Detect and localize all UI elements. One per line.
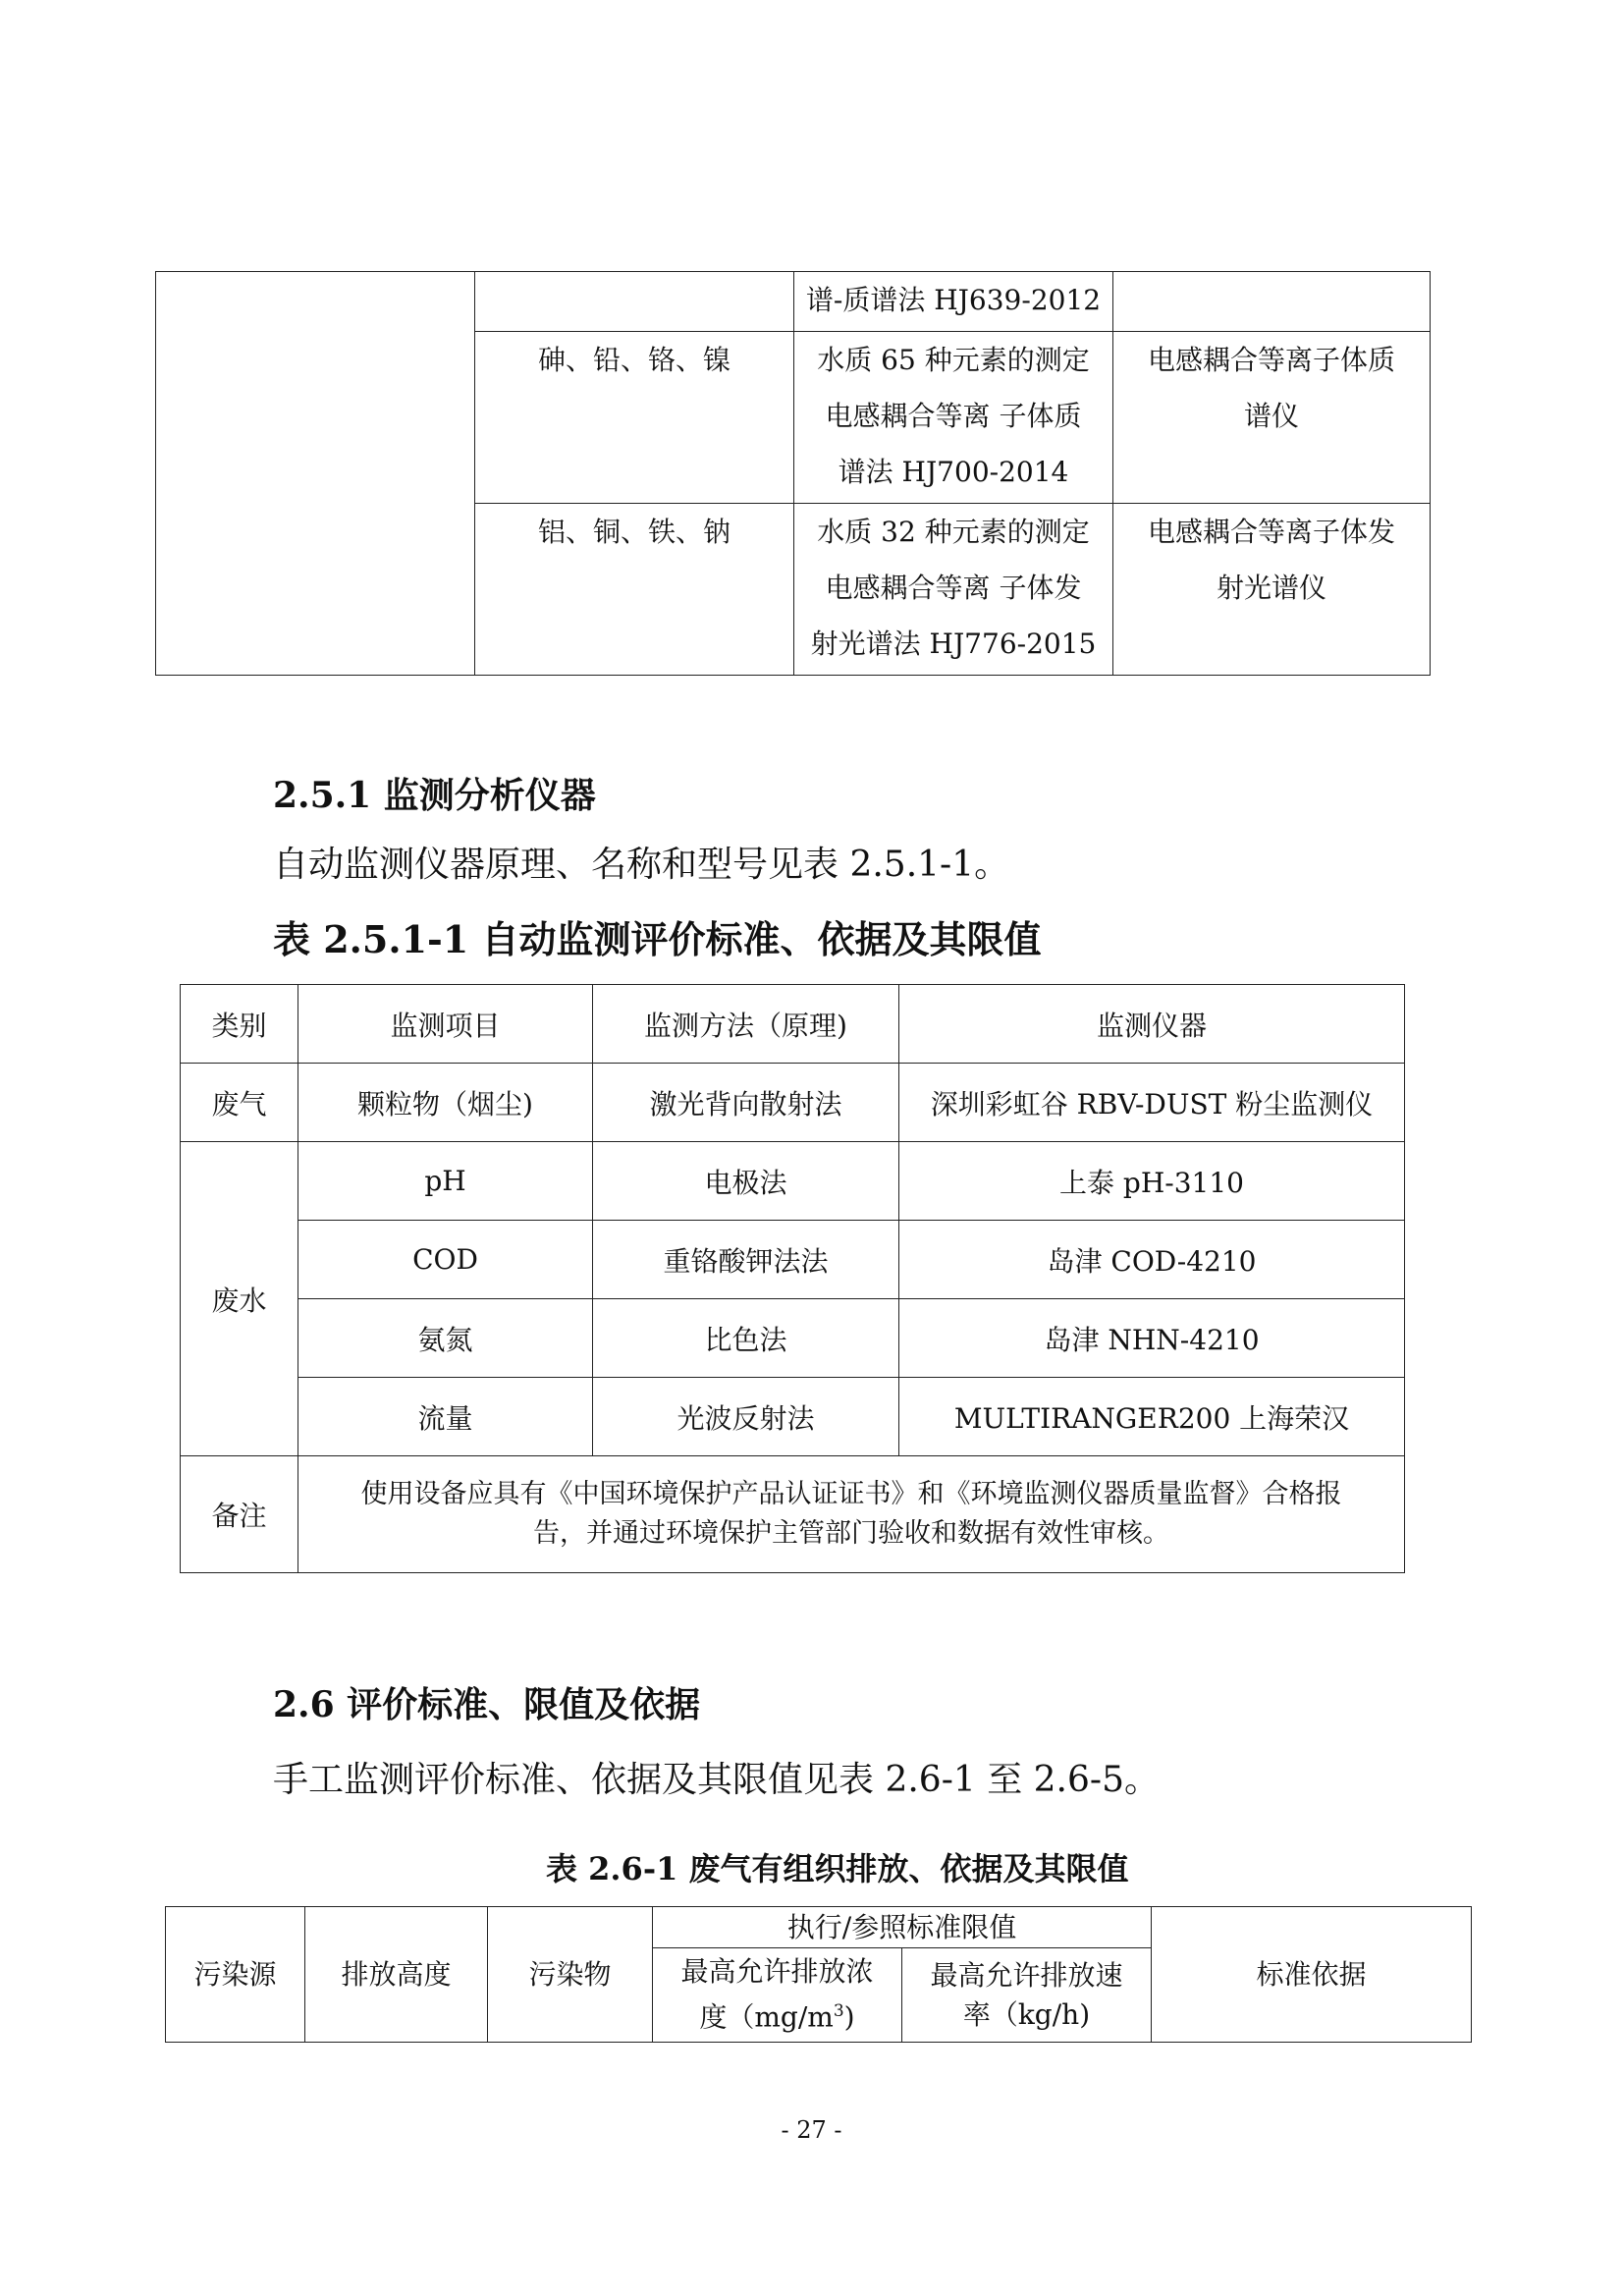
cell-line: 电感耦合等离子体发: [1147, 516, 1395, 548]
note-line: 使用设备应具有《中国环境保护产品认证证书》和《环境监测仪器质量监督》合格报: [360, 1479, 1342, 1509]
table-row: [181, 1142, 1405, 1221]
cell-line: 电感耦合等离子体质: [1147, 344, 1395, 376]
table-cell: 备注: [181, 1456, 298, 1573]
table-cell: 铝、铜、铁、钠: [475, 504, 794, 676]
note-cell: [298, 1456, 1405, 1573]
table-cell: 颗粒物（烟尘): [298, 1064, 593, 1142]
continuation-table: [155, 271, 1431, 676]
table-cell: [794, 332, 1113, 504]
header-cell: 排放高度: [305, 1907, 488, 2043]
table-cell: [1113, 504, 1431, 676]
note-line: 告，并通过环境保护主管部门验收和数据有效性审核。: [533, 1518, 1169, 1549]
paragraph: 手工监测评价标准、依据及其限值见表 2.6-1 至 2.6-5。: [273, 1760, 1160, 1800]
table-header-row: [181, 985, 1405, 1064]
header-cell: 污染物: [488, 1907, 653, 2043]
cell-line: 水质 65 种元素的测定: [817, 344, 1090, 376]
page-number: - 27 -: [781, 2116, 842, 2144]
header-cell: 监测项目: [298, 985, 593, 1064]
table-cell: MULTIRANGER200 上海荣汉: [899, 1378, 1405, 1456]
header-cell: 监测方法（原理): [593, 985, 899, 1064]
table-cell: 砷、铅、铬、镍: [475, 332, 794, 504]
monitoring-table: [180, 984, 1405, 1573]
header-cell: 执行/参照标准限值: [653, 1907, 1152, 1948]
table-cell: 上泰 pH-3110: [899, 1142, 1405, 1221]
cell-line: 谱法 HJ700-2014: [838, 456, 1069, 488]
table-cell: [1113, 272, 1431, 332]
table-row: [181, 1064, 1405, 1142]
table-cell: 岛津 NHN-4210: [899, 1299, 1405, 1378]
table-cell: 比色法: [593, 1299, 899, 1378]
cell-text: ): [843, 2000, 855, 2034]
table-cell: [794, 504, 1113, 676]
emission-limit-table: [165, 1906, 1472, 2043]
cell-line: 最高允许排放速: [930, 1958, 1123, 1992]
cell-line: 射光谱法 HJ776-2015: [810, 628, 1097, 660]
cell-line: [653, 1992, 901, 2037]
header-cell: 监测仪器: [899, 985, 1405, 1064]
table-cell: [475, 272, 794, 332]
table-cell: pH: [298, 1142, 593, 1221]
table-row: [181, 1221, 1405, 1299]
table-header-row: [166, 1907, 1472, 1948]
table-cell: 深圳彩虹谷 RBV-DUST 粉尘监测仪: [899, 1064, 1405, 1142]
cell-line: 谱仪: [1243, 400, 1299, 432]
table-row: [181, 1299, 1405, 1378]
table-caption: 表 2.5.1-1 自动监测评价标准、依据及其限值: [273, 917, 1042, 961]
table-cell: [1113, 332, 1431, 504]
cell-line: 射光谱仪: [1216, 572, 1326, 604]
superscript: 3: [833, 2001, 844, 2022]
table-cell: 谱-质谱法 HJ639-2012: [794, 272, 1113, 332]
header-cell: 污染源: [166, 1907, 305, 2043]
table-row: [156, 272, 1431, 332]
header-cell: 标准依据: [1152, 1907, 1472, 2043]
cell-line: 率（kg/h): [962, 1997, 1091, 2031]
section-heading: 2.6 评价标准、限值及依据: [273, 1684, 701, 1725]
table-cell: 光波反射法: [593, 1378, 899, 1456]
table-cell: COD: [298, 1221, 593, 1299]
header-cell: [902, 1948, 1152, 2043]
table-cell: 电极法: [593, 1142, 899, 1221]
cell-line: 电感耦合等离 子体质: [825, 400, 1082, 432]
table-row: [181, 1456, 1405, 1573]
cell-line: 最高允许排放浓: [680, 1955, 874, 1989]
table-cell: 废气: [181, 1064, 298, 1142]
header-cell: [653, 1948, 902, 2043]
table-cell: 岛津 COD-4210: [899, 1221, 1405, 1299]
table-cell: 废水: [181, 1142, 298, 1456]
table-row: [181, 1378, 1405, 1456]
paragraph: 自动监测仪器原理、名称和型号见表 2.5.1-1。: [273, 845, 1010, 885]
section-heading: 2.5.1 监测分析仪器: [273, 775, 596, 816]
header-cell: 类别: [181, 985, 298, 1064]
table-cell: 激光背向散射法: [593, 1064, 899, 1142]
table-cell: 重铬酸钾法法: [593, 1221, 899, 1299]
table-cell: [156, 272, 475, 676]
cell-line: 电感耦合等离 子体发: [825, 572, 1082, 604]
table-cell: 氨氮: [298, 1299, 593, 1378]
cell-line: 水质 32 种元素的测定: [817, 516, 1090, 548]
table-caption: 表 2.6-1 废气有组织排放、依据及其限值: [546, 1850, 1129, 1887]
table-cell: 流量: [298, 1378, 593, 1456]
cell-text: 度（mg/m: [699, 2000, 834, 2034]
